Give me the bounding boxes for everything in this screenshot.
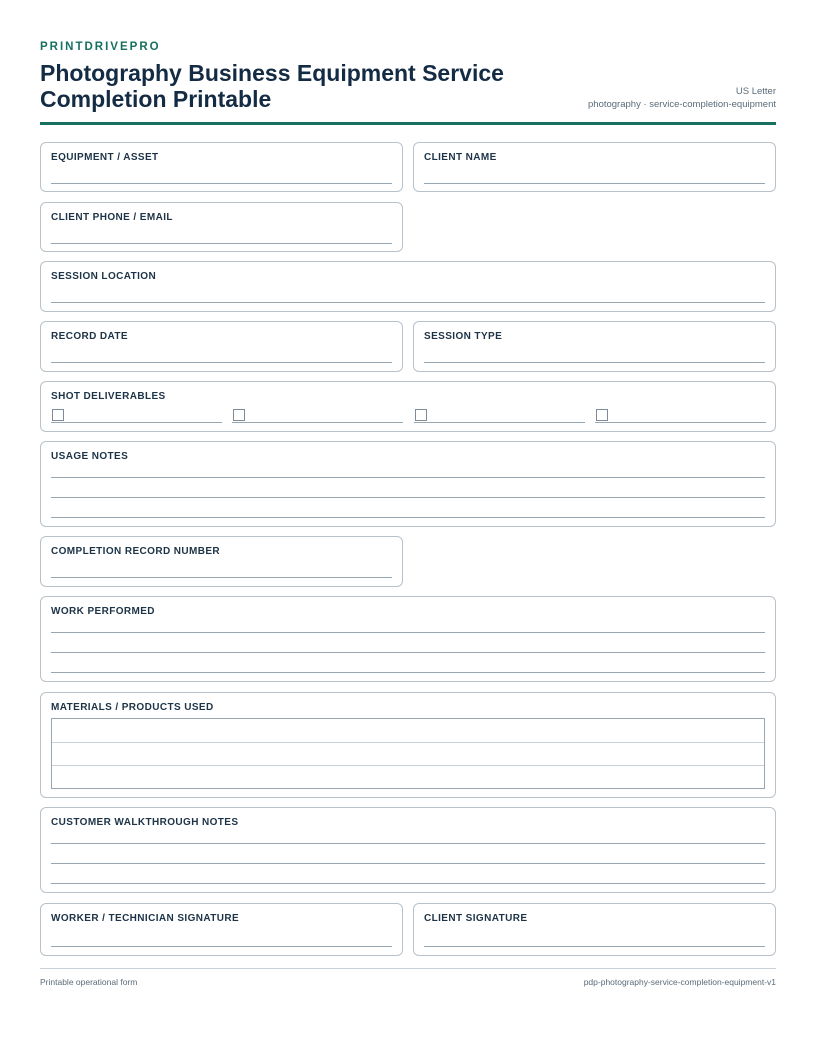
write-line[interactable] (51, 883, 765, 884)
write-line[interactable] (51, 517, 765, 518)
field-label: SHOT DELIVERABLES (51, 391, 166, 402)
field-label: COMPLETION RECORD NUMBER (51, 546, 221, 557)
session-location-field[interactable] (40, 261, 776, 312)
write-line[interactable] (424, 183, 765, 184)
write-line[interactable] (51, 843, 765, 844)
session-type-field[interactable] (413, 321, 776, 372)
equipment-asset-field[interactable] (40, 142, 403, 192)
write-line[interactable] (51, 863, 765, 864)
record-date-field[interactable] (40, 321, 403, 372)
write-line[interactable] (51, 632, 765, 633)
write-line[interactable] (51, 477, 765, 478)
deliverable-write-line[interactable] (414, 422, 585, 423)
write-line[interactable] (51, 652, 765, 653)
write-line[interactable] (424, 362, 765, 363)
footer-rule (40, 968, 776, 969)
paper-size: US Letter (735, 86, 776, 97)
shot-deliverables-field (40, 381, 776, 432)
form-page (40, 0, 776, 1056)
footer-description: Printable operational form (40, 977, 138, 987)
client-phone-email-field[interactable] (40, 202, 403, 252)
deliverable-write-line[interactable] (595, 422, 766, 423)
field-label: MATERIALS / PRODUCTS USED (51, 702, 214, 713)
write-line[interactable] (51, 362, 392, 363)
write-line[interactable] (51, 302, 765, 303)
field-label: CLIENT NAME (424, 152, 497, 163)
usage-notes-field[interactable] (40, 441, 776, 527)
write-line[interactable] (51, 243, 392, 244)
field-label: WORKER / TECHNICIAN SIGNATURE (51, 913, 240, 924)
field-label: EQUIPMENT / ASSET (51, 152, 159, 163)
deliverable-checkbox[interactable] (52, 409, 64, 421)
field-label: CLIENT PHONE / EMAIL (51, 212, 173, 223)
page-title: Photography Business Equipment Service Completion Printable (40, 60, 504, 112)
field-label: CUSTOMER WALKTHROUGH NOTES (51, 817, 239, 828)
write-line[interactable] (51, 577, 392, 578)
field-label: CLIENT SIGNATURE (424, 913, 528, 924)
signature-line[interactable] (51, 946, 392, 947)
completion-record-number-field[interactable] (40, 536, 403, 587)
write-line[interactable] (51, 672, 765, 673)
field-label: WORK PERFORMED (51, 606, 155, 617)
signature-line[interactable] (424, 946, 765, 947)
materials-table[interactable] (51, 718, 765, 789)
document-tags: photography · service-completion-equipment (588, 99, 776, 110)
field-label: USAGE NOTES (51, 451, 129, 462)
worker-signature-field[interactable] (40, 903, 403, 956)
table-row-divider (52, 742, 764, 743)
deliverable-write-line[interactable] (51, 422, 222, 423)
footer-form-id: pdp-photography-service-completion-equipment-v1 (583, 977, 776, 987)
header-rule (40, 122, 776, 125)
field-label: SESSION LOCATION (51, 271, 157, 282)
document-meta (588, 85, 776, 111)
client-name-field[interactable] (413, 142, 776, 192)
deliverable-checkbox[interactable] (596, 409, 608, 421)
deliverable-checkbox[interactable] (233, 409, 245, 421)
customer-walkthrough-notes-field[interactable] (40, 807, 776, 893)
field-label: RECORD DATE (51, 331, 128, 342)
write-line[interactable] (51, 497, 765, 498)
field-label: SESSION TYPE (424, 331, 503, 342)
write-line[interactable] (51, 183, 392, 184)
work-performed-field[interactable] (40, 596, 776, 682)
table-row-divider (52, 765, 764, 766)
materials-products-used-field (40, 692, 776, 798)
deliverable-write-line[interactable] (232, 422, 403, 423)
brand-name: PRINTDRIVEPRO (40, 41, 161, 53)
deliverable-checkbox[interactable] (415, 409, 427, 421)
client-signature-field[interactable] (413, 903, 776, 956)
